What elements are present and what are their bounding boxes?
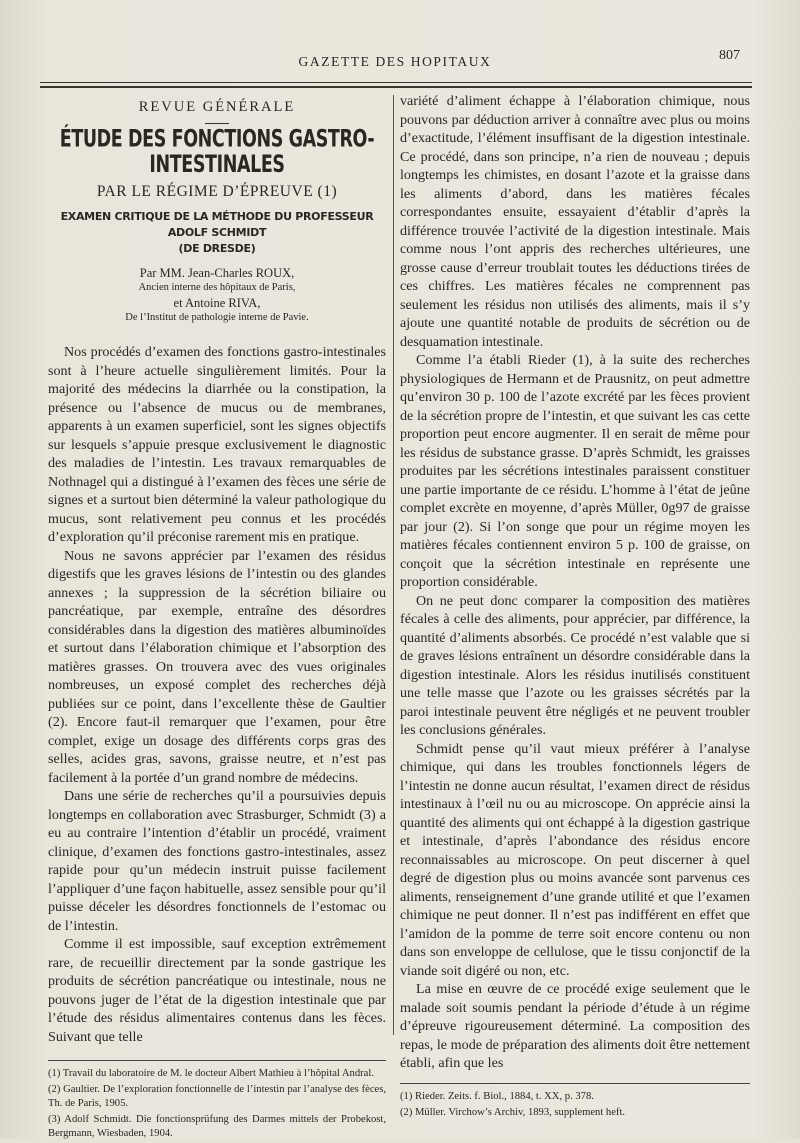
running-header — [40, 50, 750, 80]
paragraph: Comme il est impossible, sauf exception extrêmement rare, de recueillir directement par la sonde gastrique les produits de sécrétion pancréatique ou intestinale, nous ne pouvons juger de l’état de la digestion intestinale que par l’étude des résidus alimentaires contenus dans les fèces. Suivant que telle — [48, 936, 386, 1045]
paragraph: La mise en œuvre de ce procédé exige seulement que le malade soit soumis pendant la période d’étude à un régime d’épreuve rigoureusement déterminé. La composition des repas, le mode de préparation des aliments doit être nettement établi, afin que les — [400, 981, 750, 1071]
footnote: (1) Rieder. Zeits. f. Biol., 1884, t. XX, p. 378. — [400, 1090, 594, 1102]
header-rule-thin — [40, 82, 752, 83]
paragraph: variété d’aliment échappe à l’élaboration chimique, nous pouvons par déduction arriver à connaître avec plus ou moins d’exactitude, l’élément insuffisant de la digestion intestinale. Ce procédé, dans son principe, n’a rien de nouveau ; depuis longtemps les chimistes, en dosant l’azote et la graisse dans les aliments d’abord, dans les matières fécales correspondantes ensuite, essayaient d’établir d’après la différence trouvée l’activité de la digestion intestinale. Mais comme nous l’ont appris des recherches ultérieures, une grosse cause d’erreur troublait toutes les déductions tirées de ces chiffres. Les matières fécales ne comprennent pas seulement les résidus non utilisés des aliments, mais il s’y ajoute une quantité notable de produits de sécrétion ou de desquamation intestinale. — [400, 93, 750, 350]
byline-author-2-role: De l’Institut de pathologie interne de Pavie. — [125, 312, 309, 323]
critique-line-2: (DE DRESDE) — [178, 242, 256, 255]
critique-heading — [48, 209, 386, 257]
paragraph: On ne peut donc comparer la composition des matières fécales à celle des aliments, pour apprécier, par différence, la quantité d’aliments absorbés. Ce procédé n’est valable que si de graves lésions entraînent un désordre considérable dans la digestion intestinale. Alors les résidus inutilisés constituent une telle masse que l’azote ou les graisses sécrétés par la paroi intestinale peuvent être négligés et ne peuvent troubler les conclusions générales. — [400, 592, 750, 738]
footnote-separator — [400, 1083, 750, 1084]
left-footnotes — [48, 1067, 386, 1141]
left-column — [48, 92, 386, 1143]
column-divider — [393, 95, 394, 1035]
byline-author-2: et Antoine RIVA, — [173, 296, 261, 310]
byline-author-1-role: Ancien interne des hôpitaux de Paris, — [138, 282, 296, 293]
rubric-dash — [205, 123, 229, 124]
header-rule-thick — [40, 86, 752, 88]
page-number: 807 — [719, 48, 740, 63]
right-footnotes — [400, 1090, 750, 1120]
footnote: (2) Gaultier. De l’exploration fonctionnelle de l’intestin par l’analyse des fèces, Th. de Paris, 1905. — [48, 1084, 386, 1109]
left-body — [48, 343, 386, 1046]
footnote: (2) Müller. Virchow’s Archiv, 1893, supplement heft. — [400, 1106, 626, 1118]
right-column — [400, 92, 750, 1122]
paragraph: Schmidt pense qu’il vaut mieux préférer à l’analyse chimique, qui dans les troubles fonctionnels légers de l’intestin ne donne aucun résultat, l’examen direct de résidus intestinaux à l’œil nu ou au microscope. On apprécie ainsi la quantité des aliments qui ont échappé à la digestion gastrique et intestinale, d’après l’abondance des résidus encore reconnaissables au microscope. On peut discerner à quel degré de digestion plus ou moins avancée sont parvenus ces aliments, renseignement d’une grande utilité et que l’examen chimique ne peut donner. Il n’est pas indifférent en effet que l’amidon de la pomme de terre soit encore contenu ou non dans son enveloppe de cellulose, que le tissu conjonctif de la viande soit digéré ou non, etc. — [400, 740, 750, 979]
journal-title: GAZETTE DES HOPITAUX — [298, 54, 492, 69]
paragraph: Dans une série de recherches qu’il a poursuivies depuis longtemps en collaboration avec Strasburger, Schmidt (3) a eu au contraire l’intention d’établir un procédé, vraiment clinique, d’examen des fonctions gastro-intestinales, assez rapide pour qu’un médecin instruit puisse facilement l’appliquer d’une façon habituelle, assez sensible pour qu’il puisse déceler les désordres fonctionnels de l’estomac ou de l’intestin. — [48, 788, 386, 934]
byline-author-1: Par MM. Jean-Charles ROUX, — [139, 266, 295, 280]
footnote: (3) Adolf Schmidt. Die fonctionsprüfung des Darmes mittels der Probekost, Bergmann, Wiesbaden, 1904. — [48, 1114, 386, 1139]
article-title: ÉTUDE DES FONCTIONS GASTRO-INTESTINALES — [59, 125, 375, 178]
section-rubric: REVUE GÉNÉRALE — [138, 99, 296, 115]
critique-line-1: EXAMEN CRITIQUE DE LA MÉTHODE DU PROFESSEUR ADOLF SCHMIDT — [60, 210, 374, 239]
right-body — [400, 92, 750, 1073]
paragraph: Nos procédés d’examen des fonctions gastro-intestinales sont à l’heure actuelle singulièrement limités. Pour la majorité des médecins la diarrhée ou la constipation, la présence ou l’absence de mucus ou de membranes, apparents à un examen superficiel, sont les signes objectifs sur lesquels s’appuie presque exclusivement le diagnostic des maladies de l’intestin. Les travaux remarquables de Nothnagel qui a distingué à l’examen des fèces une série de signes et a surtout bien déterminé la valeur pathologique du mucus, sont relativement peu connus et les procédés d’exploration qu’il préconise rarement mis en pratique. — [48, 344, 386, 545]
paragraph: Comme l’a établi Rieder (1), à la suite des recherches physiologiques de Hermann et de Prausnitz, on peut admettre qu’environ 30 p. 100 de l’azote excrété par les fèces provient de la sécrétion propre de l’intestin, et que suivant les cas cette proportion peut encore augmenter. Il en serait de même pour les résidus de substance grasse. D’après Schmidt, les graisses produites par les sécrétions intestinales paraissent constituer une partie importante de ce résidu. L’homme à l’état de jeûne complet excrète en moyenne, d’après Müller, 0g97 de graisse par jour (2). Si l’on songe que pour un régime moyen les matières fécales contiennent environ 5 p. 100 de graisse, on conçoit que la sécrétion intestinale en représente une proportion considérable. — [400, 352, 750, 590]
article-subtitle: PAR LE RÉGIME D’ÉPREUVE (1) — [96, 182, 338, 200]
footnote-separator — [48, 1060, 386, 1061]
paragraph: Nous ne savons apprécier par l’examen des résidus digestifs que les graves lésions de l’intestin ou des glandes annexes ; la suppression de la sécrétion biliaire ou pancréatique, par exemple, entraîne des désordres considérables dans la digestion des matières albuminoïdes et surtout dans l’élaboration chimique et l’absorption des matières grasses. On trouvera avec des vues originales nombreuses, un exposé complet des recherches déjà publiées sur ce point, dans l’excellente thèse de Gaultier (2). Encore faut-il remarquer que l’examen, pour être complet, exige un dosage des différents corps gras des selles, acides gras, savons, graisse neutre, et n’est pas facilement à la portée d’un grand nombre de médecins. — [48, 547, 386, 786]
footnote: (1) Travail du laboratoire de M. le docteur Albert Mathieu à l’hôpital Andral. — [48, 1068, 374, 1079]
